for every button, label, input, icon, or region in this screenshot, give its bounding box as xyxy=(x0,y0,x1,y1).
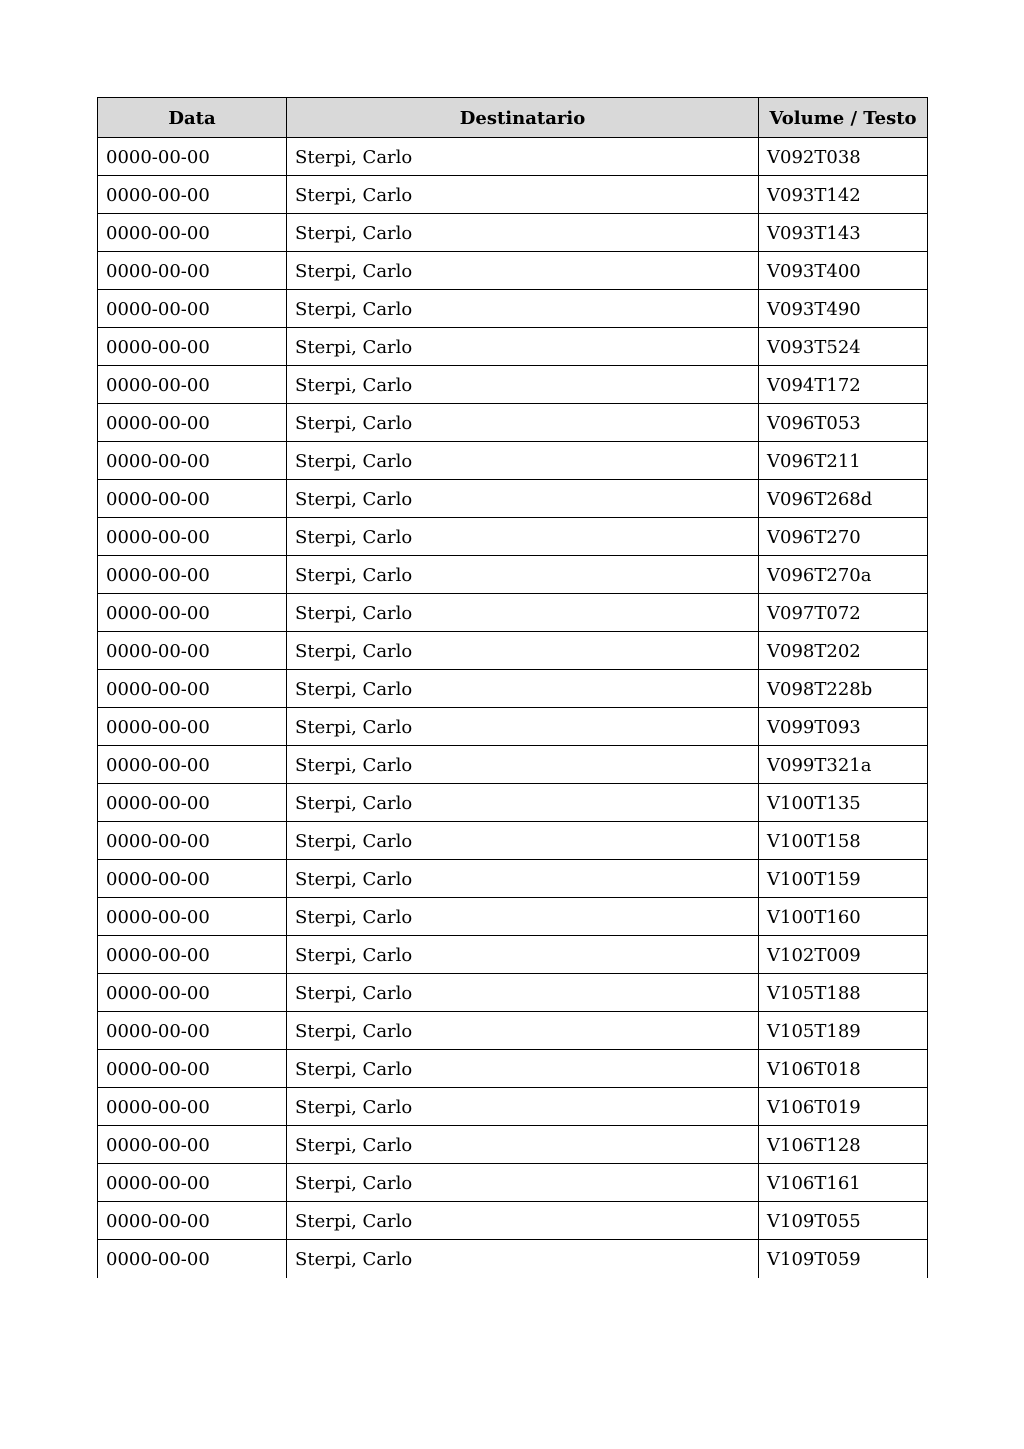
table-row xyxy=(98,936,928,974)
cell-date: 0000-00-00 xyxy=(98,214,287,252)
cell-recipient: Sterpi, Carlo xyxy=(287,518,759,556)
cell-date: 0000-00-00 xyxy=(98,860,287,898)
cell-volume-text: V106T018 xyxy=(759,1050,928,1088)
cell-recipient: Sterpi, Carlo xyxy=(287,328,759,366)
cell-volume-text: V105T189 xyxy=(759,1012,928,1050)
cell-volume-text: V102T009 xyxy=(759,936,928,974)
cell-date: 0000-00-00 xyxy=(98,784,287,822)
cell-recipient: Sterpi, Carlo xyxy=(287,594,759,632)
cell-recipient: Sterpi, Carlo xyxy=(287,1126,759,1164)
cell-date: 0000-00-00 xyxy=(98,1126,287,1164)
cell-recipient: Sterpi, Carlo xyxy=(287,898,759,936)
cell-volume-text: V093T143 xyxy=(759,214,928,252)
cell-date: 0000-00-00 xyxy=(98,480,287,518)
cell-recipient: Sterpi, Carlo xyxy=(287,404,759,442)
table-row xyxy=(98,594,928,632)
cell-date: 0000-00-00 xyxy=(98,670,287,708)
cell-date: 0000-00-00 xyxy=(98,1240,287,1278)
cell-date: 0000-00-00 xyxy=(98,708,287,746)
cell-recipient: Sterpi, Carlo xyxy=(287,936,759,974)
cell-recipient: Sterpi, Carlo xyxy=(287,252,759,290)
table-header xyxy=(98,98,928,138)
cell-volume-text: V096T053 xyxy=(759,404,928,442)
cell-date: 0000-00-00 xyxy=(98,404,287,442)
cell-recipient: Sterpi, Carlo xyxy=(287,176,759,214)
cell-volume-text: V106T161 xyxy=(759,1164,928,1202)
table-row xyxy=(98,974,928,1012)
cell-volume-text: V109T059 xyxy=(759,1240,928,1278)
cell-date: 0000-00-00 xyxy=(98,366,287,404)
cell-recipient: Sterpi, Carlo xyxy=(287,1202,759,1240)
cell-date: 0000-00-00 xyxy=(98,1202,287,1240)
table-row xyxy=(98,898,928,936)
table-row xyxy=(98,290,928,328)
cell-volume-text: V105T188 xyxy=(759,974,928,1012)
cell-date: 0000-00-00 xyxy=(98,138,287,176)
cell-volume-text: V093T490 xyxy=(759,290,928,328)
cell-recipient: Sterpi, Carlo xyxy=(287,822,759,860)
cell-date: 0000-00-00 xyxy=(98,442,287,480)
table-row xyxy=(98,784,928,822)
table-row xyxy=(98,1202,928,1240)
cell-date: 0000-00-00 xyxy=(98,746,287,784)
cell-recipient: Sterpi, Carlo xyxy=(287,214,759,252)
cell-recipient: Sterpi, Carlo xyxy=(287,138,759,176)
table-row xyxy=(98,1240,928,1278)
cell-recipient: Sterpi, Carlo xyxy=(287,974,759,1012)
header-row xyxy=(98,98,928,138)
cell-volume-text: V096T268d xyxy=(759,480,928,518)
table-row xyxy=(98,746,928,784)
cell-volume-text: V093T400 xyxy=(759,252,928,290)
table-row xyxy=(98,366,928,404)
cell-date: 0000-00-00 xyxy=(98,1164,287,1202)
cell-volume-text: V106T128 xyxy=(759,1126,928,1164)
cell-volume-text: V096T211 xyxy=(759,442,928,480)
header-recipient: Destinatario xyxy=(287,98,759,138)
cell-volume-text: V099T321a xyxy=(759,746,928,784)
cell-recipient: Sterpi, Carlo xyxy=(287,1050,759,1088)
table-body xyxy=(98,138,928,1278)
cell-recipient: Sterpi, Carlo xyxy=(287,708,759,746)
cell-volume-text: V094T172 xyxy=(759,366,928,404)
cell-recipient: Sterpi, Carlo xyxy=(287,290,759,328)
cell-recipient: Sterpi, Carlo xyxy=(287,632,759,670)
cell-recipient: Sterpi, Carlo xyxy=(287,746,759,784)
cell-recipient: Sterpi, Carlo xyxy=(287,480,759,518)
letters-index-table xyxy=(97,97,928,1278)
cell-volume-text: V093T142 xyxy=(759,176,928,214)
table-row xyxy=(98,138,928,176)
cell-volume-text: V098T228b xyxy=(759,670,928,708)
cell-recipient: Sterpi, Carlo xyxy=(287,366,759,404)
cell-recipient: Sterpi, Carlo xyxy=(287,442,759,480)
table-row xyxy=(98,632,928,670)
cell-date: 0000-00-00 xyxy=(98,1050,287,1088)
cell-date: 0000-00-00 xyxy=(98,518,287,556)
cell-date: 0000-00-00 xyxy=(98,1012,287,1050)
cell-date: 0000-00-00 xyxy=(98,1088,287,1126)
cell-recipient: Sterpi, Carlo xyxy=(287,784,759,822)
cell-date: 0000-00-00 xyxy=(98,290,287,328)
table-row xyxy=(98,442,928,480)
cell-date: 0000-00-00 xyxy=(98,556,287,594)
cell-volume-text: V100T159 xyxy=(759,860,928,898)
cell-date: 0000-00-00 xyxy=(98,594,287,632)
cell-date: 0000-00-00 xyxy=(98,632,287,670)
cell-volume-text: V100T160 xyxy=(759,898,928,936)
cell-date: 0000-00-00 xyxy=(98,252,287,290)
cell-recipient: Sterpi, Carlo xyxy=(287,1240,759,1278)
table-row xyxy=(98,1088,928,1126)
cell-volume-text: V098T202 xyxy=(759,632,928,670)
cell-volume-text: V092T038 xyxy=(759,138,928,176)
table-row xyxy=(98,176,928,214)
cell-volume-text: V100T158 xyxy=(759,822,928,860)
cell-date: 0000-00-00 xyxy=(98,974,287,1012)
cell-volume-text: V100T135 xyxy=(759,784,928,822)
header-date: Data xyxy=(98,98,287,138)
cell-volume-text: V106T019 xyxy=(759,1088,928,1126)
table-row xyxy=(98,214,928,252)
table-row xyxy=(98,328,928,366)
table-row xyxy=(98,404,928,442)
cell-volume-text: V096T270a xyxy=(759,556,928,594)
table-row xyxy=(98,556,928,594)
cell-date: 0000-00-00 xyxy=(98,898,287,936)
cell-date: 0000-00-00 xyxy=(98,936,287,974)
table-row xyxy=(98,1164,928,1202)
table-row xyxy=(98,480,928,518)
table-row xyxy=(98,252,928,290)
cell-volume-text: V099T093 xyxy=(759,708,928,746)
table-row xyxy=(98,822,928,860)
cell-volume-text: V097T072 xyxy=(759,594,928,632)
cell-date: 0000-00-00 xyxy=(98,822,287,860)
table-row xyxy=(98,518,928,556)
cell-recipient: Sterpi, Carlo xyxy=(287,1088,759,1126)
cell-date: 0000-00-00 xyxy=(98,328,287,366)
cell-volume-text: V109T055 xyxy=(759,1202,928,1240)
cell-recipient: Sterpi, Carlo xyxy=(287,860,759,898)
cell-recipient: Sterpi, Carlo xyxy=(287,1164,759,1202)
cell-volume-text: V096T270 xyxy=(759,518,928,556)
table-row xyxy=(98,1050,928,1088)
table-row xyxy=(98,1126,928,1164)
table-row xyxy=(98,1012,928,1050)
cell-date: 0000-00-00 xyxy=(98,176,287,214)
cell-recipient: Sterpi, Carlo xyxy=(287,1012,759,1050)
cell-volume-text: V093T524 xyxy=(759,328,928,366)
header-volume-text: Volume / Testo xyxy=(759,98,928,138)
table-row xyxy=(98,670,928,708)
cell-recipient: Sterpi, Carlo xyxy=(287,670,759,708)
table-row xyxy=(98,708,928,746)
table-row xyxy=(98,860,928,898)
cell-recipient: Sterpi, Carlo xyxy=(287,556,759,594)
